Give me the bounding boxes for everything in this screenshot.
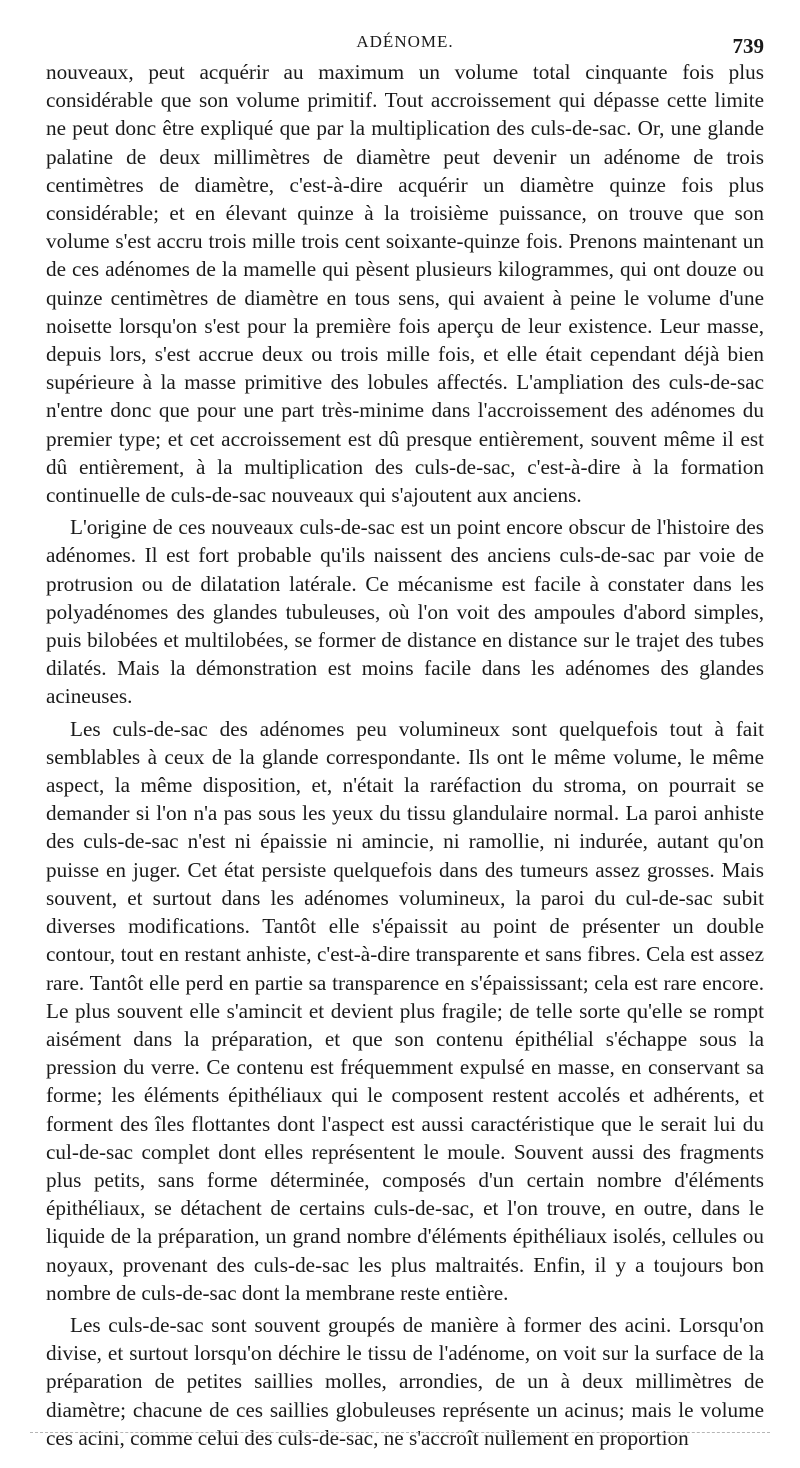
paragraph: Les culs-de-sac des adénomes peu volumineux sont quelquefois tout à fait semblables à ceux de la glande correspondante. Ils ont le même volume, le même aspect, la même disposition, et, n'était la raréfaction du stroma, on pourrait se demander si l'on n'a pas sous les yeux du tissu glandulaire normal. La paroi anhiste des culs-de-sac n'est ni épaissie ni amincie, ni ramollie, ni indurée, autant qu'on puisse en juger. Cet état persiste quelquefois dans des tumeurs assez grosses. Mais souvent, et surtout dans les adénomes volumineux, la paroi du cul-de-sac subit diverses modifications. Tantôt elle s'épaissit au point de présenter un double contour, tout en restant anhiste, c'est-à-dire transparente et sans fibres. Cela est assez rare. Tantôt elle perd en partie sa transparence en s'épaississant; cela est rare encore. Le plus souvent elle s'amincit et devient plus fragile; de telle sorte qu'elle se rompt aisément dans la préparation, et que son contenu épithélial s'échappe sous la pression du verre. Ce contenu est fréquemment expulsé en masse, en conservant sa forme; les éléments épithéliaux qui le composent restent accolés et adhérents, et forment des îles flottantes dont l'aspect est aussi caractéristique que le serait lui du cul-de-sac complet dont elles représentent le moule. Souvent aussi des fragments plus petits, sans forme déterminée, composés d'un certain nombre d'éléments épithéliaux, se détachent de certains culs-de-sac, et l'on trouve, en outre, dans le liquide de la préparation, un grand nombre d'éléments épithéliaux isolés, cellules ou noyaux, provenant des culs-de-sac les plus maltraités. Enfin, il y a toujours bon nombre de culs-de-sac dont la membrane reste entière. — [46, 716, 764, 1305]
page-bottom-rule — [30, 1432, 770, 1433]
page-number: 739 — [732, 34, 764, 58]
paragraph: nouveaux, peut acquérir au maximum un volume total cinquante fois plus considérable que son volume primitif. Tout accroissement qui dépasse cette limite ne peut donc être expliqué que par la multiplication des culs-de-sac. Or, une glande palatine de deux millimètres de diamètre peut devenir un adénome de trois centimètres de diamètre, c'est-à-dire acquérir un diamètre quinze fois plus considérable; et en élevant quinze à la troisième puissance, on trouve que son volume s'est accru trois mille trois cent soixante-quinze fois. Prenons maintenant un de ces adénomes de la mamelle qui pèsent plusieurs kilogrammes, qui ont douze ou quinze centimètres de diamètre en tous sens, qui avaient à peine le volume d'une noisette lorsqu'on s'est pour la première fois aperçu de leur existence. Leur masse, depuis lors, s'est accrue deux ou trois mille fois, et elle était cependant déjà bien supérieure à la masse primitive des lobules affectés. L'ampliation des culs-de-sac n'entre donc que pour une part très-minime dans l'accroissement des adénomes du premier type; et cet accroissement est dû presque entièrement, souvent même il est dû entièrement, à la multiplication des culs-de-sac, c'est-à-dire à la formation continuelle de culs-de-sac nouveaux qui s'ajoutent aux anciens. — [46, 60, 764, 508]
running-title: ADÉNOME. — [356, 32, 454, 51]
running-header — [46, 28, 764, 58]
body-text — [46, 58, 764, 1452]
paragraph: L'origine de ces nouveaux culs-de-sac est un point encore obscur de l'histoire des adénomes. Il est fort probable qu'ils naissent des anciens culs-de-sac par voie de protrusion ou de dilatation latérale. Ce mécanisme est facile à constater dans les polyadénomes des glandes tubuleuses, où l'on voit des ampoules d'abord simples, puis bilobées et multilobées, se former de distance en distance sur le trajet des tubes dilatés. Mais la démonstration est moins facile dans les adénomes des glandes acineuses. — [46, 515, 764, 709]
paragraph: Les culs-de-sac sont souvent groupés de manière à former des acini. Lorsqu'on divise, et surtout lorsqu'on déchire le tissu de l'adénome, on voit sur la surface de la préparation de petites saillies molles, arrondies, de un à deux millimètres de diamètre; chacune de ces saillies globuleuses représente un acinus; mais le volume ces acini, comme celui des culs-de-sac, ne s'accroît nullement en proportion — [46, 1312, 764, 1450]
